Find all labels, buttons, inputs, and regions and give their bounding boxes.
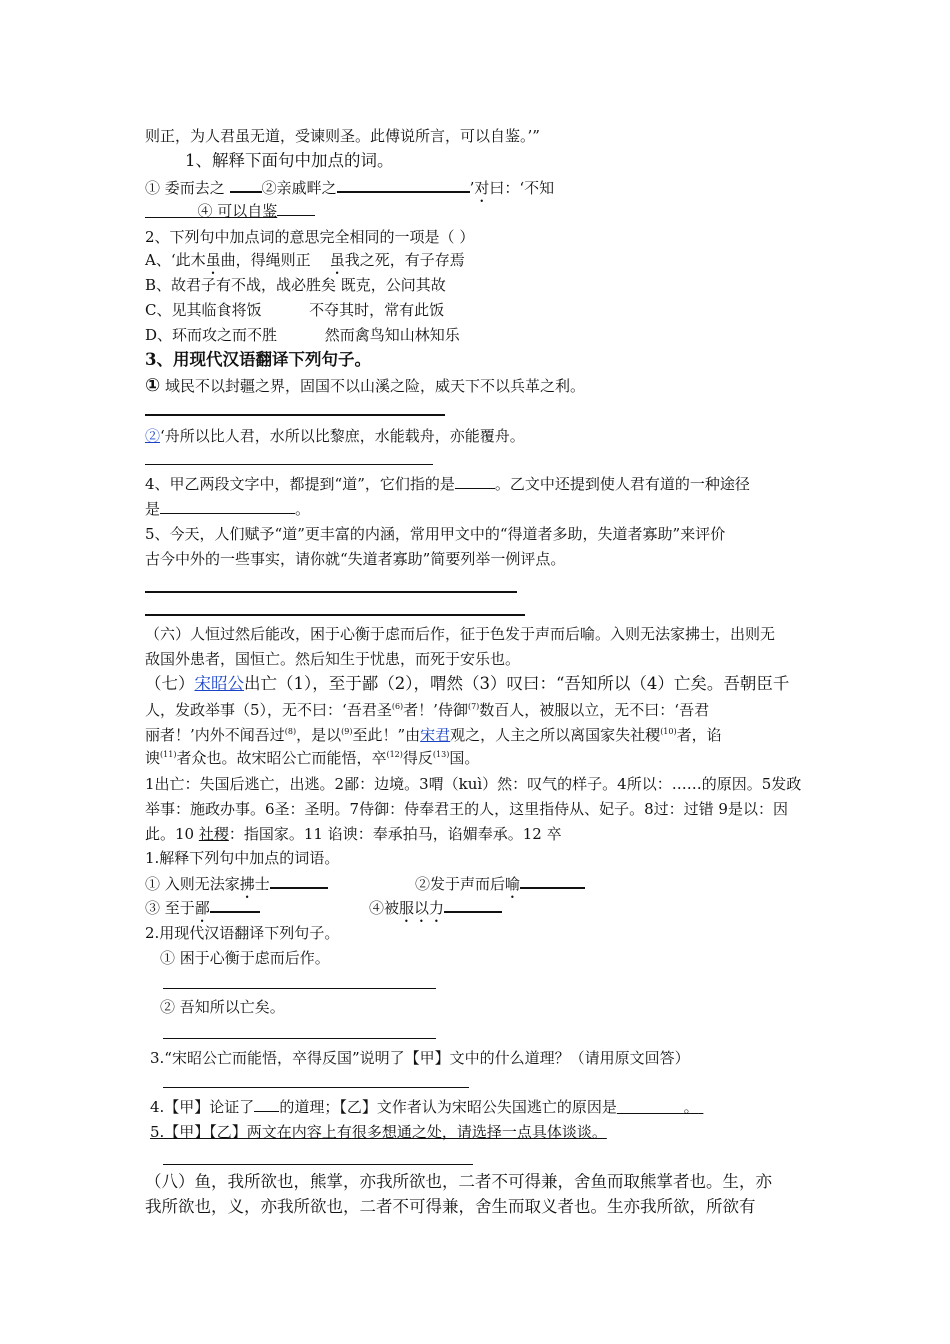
passage-7-line-1: （七）宋昭公出亡（1），至于鄙（2），喟然（3）叹曰：“吾知所以（4）亡矣。吾朝臣千 bbox=[145, 674, 790, 693]
passage-8-line-2: 我所欲也，义，亦我所欲也，二者不可得兼，舍生而取义者也。生亦我所欲，所欲有 bbox=[145, 1197, 756, 1216]
q7-3-question: 3.“宋昭公亡而能悟，卒得反国”说明了【甲】文中的什么道理？（请用原文回答） bbox=[150, 1049, 690, 1067]
question-1-title: 1、解释下面句中加点的词。 bbox=[185, 151, 394, 170]
answer-line-5-2[interactable] bbox=[145, 614, 525, 616]
passage-6-line-2: 敌国外患者，国恒亡。然后知生于忧患，而死于安乐也。 bbox=[145, 650, 521, 668]
q4-blank-1[interactable] bbox=[455, 474, 495, 489]
q7-2-sentence-2: ② 吾知所以亡矣。 bbox=[160, 998, 285, 1016]
link-song-zhaogong[interactable]: 宋昭公 bbox=[194, 674, 244, 693]
question-2-option-d: D、环而攻之而不胜 然而禽鸟知山林知乐 bbox=[145, 326, 460, 344]
link-song-jun[interactable]: 宋君 bbox=[420, 726, 451, 744]
answer-line-7-2-1[interactable] bbox=[163, 988, 436, 989]
q1-blank-1[interactable] bbox=[230, 177, 262, 193]
question-1-line-2 bbox=[145, 201, 315, 221]
q7-4-blank-2[interactable]: 。 bbox=[683, 1098, 699, 1116]
q1-quote-text: 曰：‘不知 bbox=[489, 179, 555, 197]
question-4-line-1: 4、甲乙两段文字中，都提到“道”，它们指的是 。乙文中还提到使人君有道的一种途径 bbox=[145, 475, 750, 493]
q1-item-4: ④ 可以自鉴 bbox=[197, 202, 278, 220]
answer-line-7-3[interactable] bbox=[163, 1087, 469, 1088]
question-2-option-c: C、见其临食将饭 不夺其时，常有此饭 bbox=[145, 301, 445, 319]
notes-line-3: 此。10 社稷：指国家。11 谄谀：奉承拍马，谄媚奉承。12 卒 bbox=[145, 825, 562, 843]
passage-7-line-3: 丽者！’内外不闻吾过$^{(8)}$，是以$^{(9)}$至此！”由宋君观之，人主之所以离国家失社稷$^{(10)}$者，谄 bbox=[145, 726, 722, 744]
question-2-option-b: B、故君子有不战，战必胜矣 既克，公问其故 bbox=[145, 276, 446, 294]
q7-2-title: 2.用现代汉语翻译下列句子。 bbox=[145, 924, 340, 942]
q7-1-blank-3[interactable] bbox=[210, 897, 260, 913]
q1-item-2: ②亲戚畔之 bbox=[261, 179, 337, 197]
question-4-line-2: 是 。 bbox=[145, 500, 311, 518]
q1-blank-4[interactable] bbox=[277, 201, 315, 216]
q1-quote: ’ bbox=[469, 179, 475, 197]
q7-4-question: 4.【甲】论证了 的道理；【乙】文作者认为宋昭公失国逃亡的原因是 。 bbox=[150, 1097, 703, 1117]
passage-end-line: 则正，为人君虽无道，受谏则圣。此傅说所言，可以自鉴。’” bbox=[145, 127, 540, 145]
answer-line-5-1[interactable] bbox=[145, 591, 517, 593]
q7-1-row-2: ③ 至于鄙 bbox=[145, 897, 260, 926]
q7-1-row-1b: ②发于声而后喻 bbox=[415, 873, 585, 902]
answer-line-3-2[interactable] bbox=[145, 464, 433, 465]
q1-blank-2[interactable] bbox=[337, 177, 470, 193]
q7-5-question: 5.【甲】【乙】两文在内容上有很多想通之处，请选择一点具体谈谈。 bbox=[150, 1123, 607, 1141]
q7-2-sentence-1: ① 困于心衡于虑而后作。 bbox=[160, 949, 330, 967]
q1-dotted-word: 对 bbox=[474, 179, 490, 197]
answer-line-7-5[interactable] bbox=[163, 1164, 473, 1165]
question-5-line-1: 5、今天，人们赋予“道”更丰富的内涵，常用甲文中的“得道者多助，失道者寡助”来评价 bbox=[145, 525, 726, 543]
q7-4-blank-1[interactable] bbox=[254, 1097, 279, 1112]
q7-1-title: 1.解释下列句中加点的词语。 bbox=[145, 849, 340, 867]
passage-8-line-1: （八）鱼，我所欲也，熊掌，亦我所欲也，二者不可得兼，舍鱼而取熊掌者也。生，亦 bbox=[145, 1172, 772, 1191]
passage-7-line-4: 谀$^{(11)}$者众也。故宋昭公亡而能悟，卒$^{(12)}$得反$^{(13)}$国。 bbox=[145, 749, 480, 767]
notes-line-1: 1出亡：失国后逃亡，出逃。2鄙：边境。3喟（kuì）然：叹气的样子。4所以：……的原因。5发政 bbox=[145, 775, 802, 793]
passage-7-line-2: 人，发政举事（5），无不曰：‘吾君圣$^{(6)}$者！’侍御$^{(7)}$数百人，被服以立，无不曰：‘吾君 bbox=[145, 701, 710, 719]
q4-blank-2[interactable] bbox=[160, 499, 295, 514]
question-3-sentence-2: ②‘舟所以比人君，水所以比黎庶，水能载舟，亦能覆舟。 bbox=[145, 427, 525, 445]
q7-1-row-2b: ④被服以力 bbox=[369, 897, 502, 926]
q7-1-blank-1[interactable] bbox=[270, 873, 328, 889]
answer-line-7-2-2[interactable] bbox=[163, 1038, 436, 1039]
question-2-option-a: A、‘此木虽曲，得绳则正 虽我之死，有子存焉 bbox=[145, 251, 465, 269]
q7-1-blank-2[interactable] bbox=[520, 873, 585, 889]
question-2-title: 2、下列句中加点词的意思完全相同的一项是（ ） bbox=[145, 228, 475, 246]
question-3-title: 3、用现代汉语翻译下列句子。 bbox=[145, 350, 371, 369]
q7-1-row-1: ① 入则无法家拂士 bbox=[145, 873, 328, 902]
passage-6-line-1: （六）人恒过然后能改，困于心衡于虑而后作，征于色发于声而后喻。入则无法家拂士，出则无 bbox=[145, 625, 776, 643]
notes-line-2: 举事：施政办事。6圣：圣明。7侍御：侍奉君王的人，这里指侍从、妃子。8过：过错 9是以：因 bbox=[145, 800, 788, 818]
question-5-line-2: 古今中外的一些事实，请你就“失道者寡助”简要列举一例评点。 bbox=[145, 550, 566, 568]
q7-1-blank-4[interactable] bbox=[444, 897, 502, 913]
answer-line-3-1[interactable] bbox=[145, 414, 445, 416]
question-3-sentence-1: ① 域民不以封疆之界，固国不以山溪之险，威天下不以兵革之利。 bbox=[145, 375, 586, 396]
q1-item-1: ① 委而去之 bbox=[145, 179, 225, 197]
